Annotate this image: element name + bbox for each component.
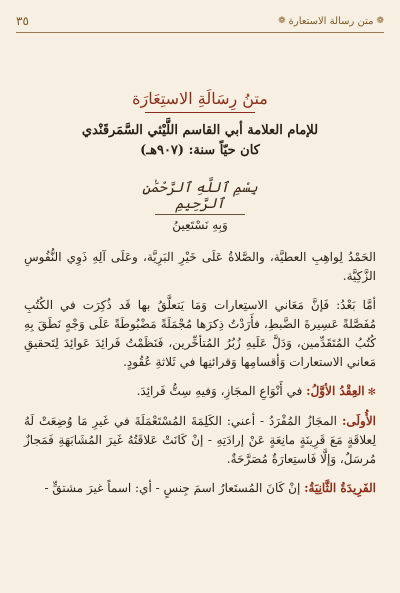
ornament-icon: ❁ (376, 16, 384, 26)
paragraph-3 (24, 382, 376, 402)
page-number: ٣٥ (16, 14, 29, 28)
basmala-text: بِسْمِ ٱللَّهِ ٱلرَّحْمَٰنِ ٱلرَّحِيمِ (142, 180, 258, 212)
paragraph-5 (24, 479, 376, 498)
star-ornament-icon: ✻ (367, 387, 376, 398)
subsection-heading: الفَرِيدَةُ الثَّانِيَةُ: (304, 481, 376, 495)
running-header (16, 10, 384, 33)
death-date: كان حيّاً سنة: (٩٠٧هـ) (140, 143, 260, 158)
section-heading: العِقْدُ الأوَّلُ: (306, 384, 365, 398)
running-header-title-text: متن رسالة الاستعارة (288, 15, 374, 27)
basmala-underline (155, 214, 245, 215)
section-heading-text: في أَنْوَاعِ المجَازِ، وَفيهِ سِتُّ فَرائِدَ. (136, 384, 303, 398)
ornament-icon: ❁ (278, 16, 286, 26)
subline: وَبِهِ نَسْتَعِينُ (172, 218, 228, 232)
subsection-heading: الأُولَى: (341, 414, 376, 428)
paragraph-4 (24, 412, 376, 469)
body-text (24, 248, 376, 508)
basmala (120, 180, 280, 215)
main-title: متنُ رِسَالَةِ الاستِعَارَة (132, 89, 268, 108)
author-line: للإمام العلامة أبي القاسم اللَّيْثي السَّمَرقَنْدي (81, 123, 319, 138)
paragraph-5-text: إنْ كَانَ المُستَعارُ اسمَ جِنسٍ - أي: اسماً غيرَ مشتقٍّ - (44, 481, 301, 495)
paragraph-1: الحَمْدُ لِواهِبِ العطيَّة، والصَّلاةُ عَلَى خَيْرِ البَرِيَّة، وعَلَى آلِهِ ذَوِي النُّفُوسِ الزَّكِيَّة. (24, 250, 376, 283)
running-header-title (278, 16, 384, 27)
title-underline (145, 112, 255, 113)
title-block (20, 88, 380, 161)
paragraph-4-text: المجَازُ المُفْرَدُ - أعني: الكَلِمَةَ المُسْتَعْمَلَةَ في غَيرِ مَا وُضِعَتْ لَهُ لِعلاقَةٍ مَعَ قَرِينَةٍ مانِعَةٍ عَنْ إرادَتِهِ - إنْ كَانَتْ عَلاقَتُهُ غَيرَ المُشَابَهَةِ فَمَجازٌ مُرسَلٌ، وَإلَّا فَاستِعارَةٌ مُصَرَّحَةٌ. (24, 414, 376, 466)
paragraph-2: أمَّا بَعْدُ: فَإنَّ مَعَاني الاستِعارات وَمَا يَتعلَّقُ بها قَد ذُكِرَت في الكُتُبِ مُفَصَّلةً عَسِيرةَ الضَّبطِ، فأَرَدْتُ ذِكرَها مُجْمَلَةً مَضْبُوطَةً عَلَى وَجْهٍ نَطَقَ بِهِ كُتُبُ المُتَقَدِّمين، وَدَلَّ عَلَيهِ زُبُرُ المُتأخِّرين، فَنَظَمْتُ فَرائِدَ عَوائِدَ لِتَحقيقِ مَعاني الاستعارات وَأقسامِها وَقرائنِها في ثَلاثةِ عُقُودٍ. (24, 298, 376, 369)
